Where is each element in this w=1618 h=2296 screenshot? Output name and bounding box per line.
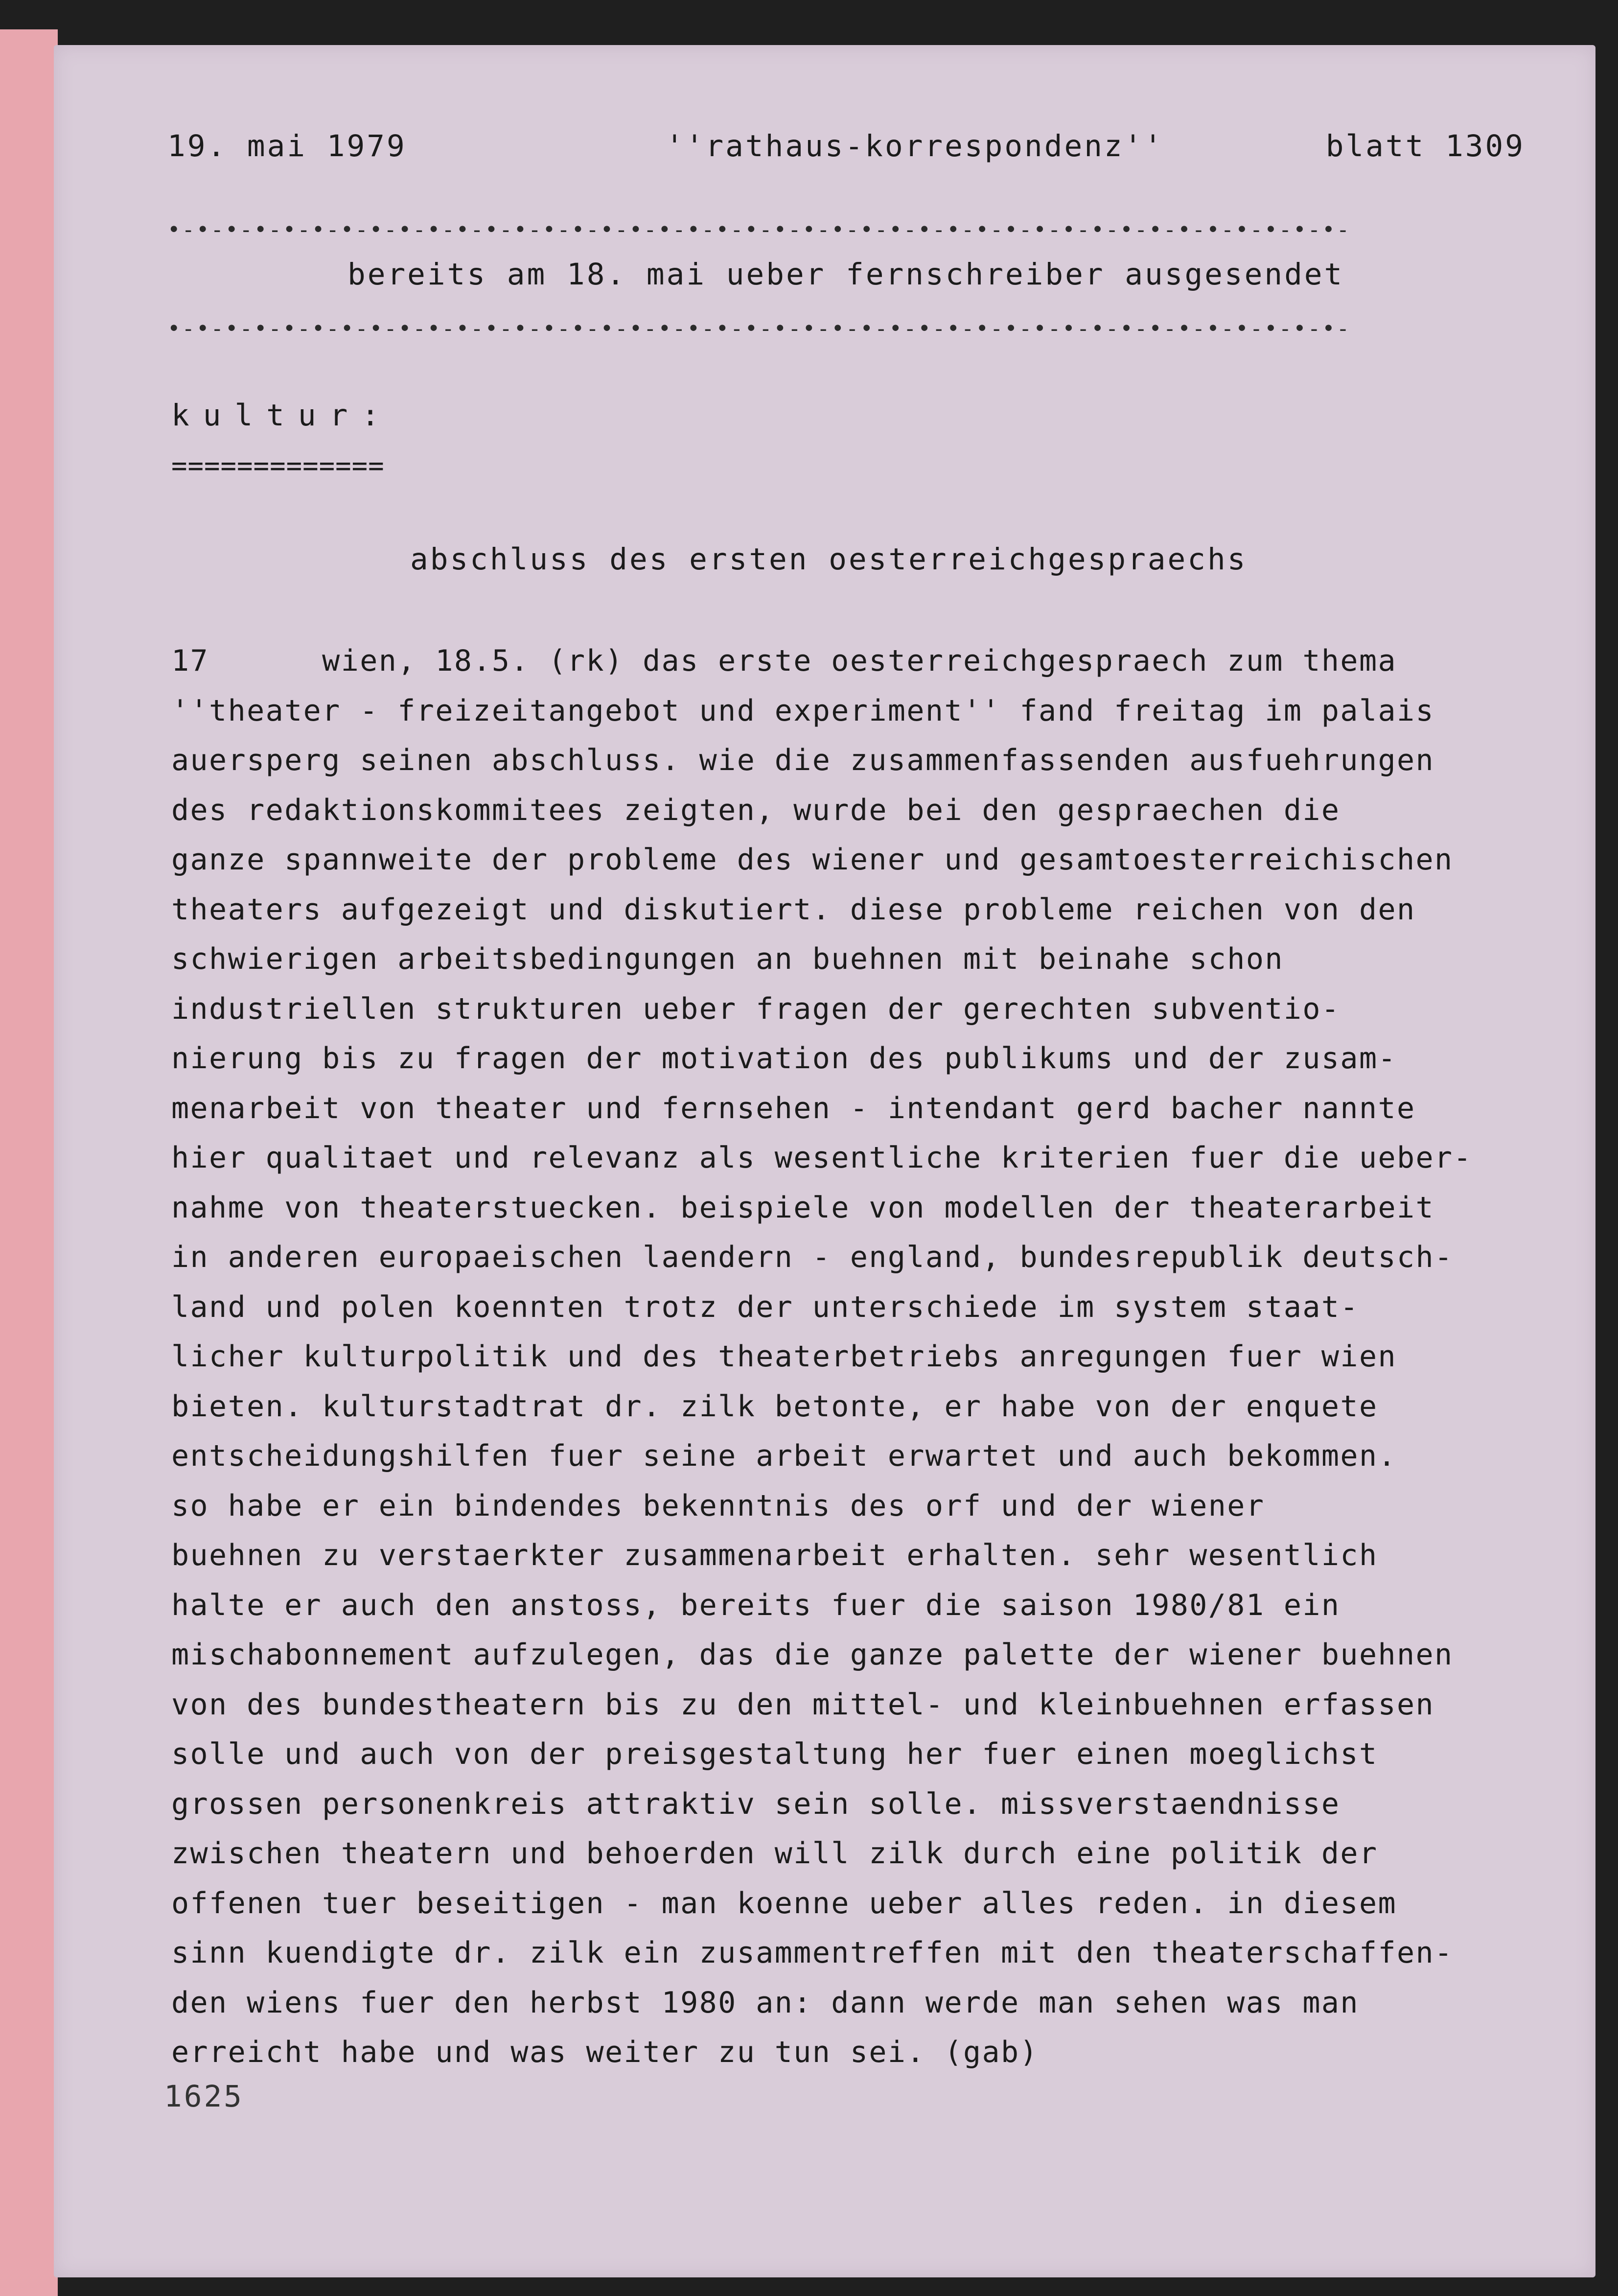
transmission-notice: bereits am 18. mai ueber fernschreiber ausgesendet xyxy=(347,257,1344,292)
body-line: auersperg seinen abschluss. wie die zusammenfassenden ausfuehrungen xyxy=(171,743,1435,777)
body-line: nierung bis zu fragen der motivation des publikums und der zusam- xyxy=(171,1041,1397,1076)
body-line: schwierigen arbeitsbedingungen an buehnen mit beinahe schon xyxy=(171,942,1284,976)
body-line: buehnen zu verstaerkter zusammenarbeit erhalten. sehr wesentlich xyxy=(171,1538,1378,1572)
body-line: des redaktionskommitees zeigten, wurde bei den gespraechen die xyxy=(171,793,1341,827)
section-underline: ============= xyxy=(171,450,385,481)
body-line: halte er auch den anstoss, bereits fuer die saison 1980/81 ein xyxy=(171,1588,1341,1622)
body-line: ganze spannweite der probleme des wiener und gesamtoesterreichischen xyxy=(171,843,1454,877)
body-line: industriellen strukturen ueber fragen der gerechten subventio- xyxy=(171,991,1341,1026)
adjacent-page-edge xyxy=(0,29,58,2296)
body-line: hier qualitaet und relevanz als wesentliche kriterien fuer die ueber- xyxy=(171,1141,1473,1175)
body-line: mischabonnement aufzulegen, das die ganze palette der wiener buehnen xyxy=(171,1638,1454,1672)
body-line: so habe er ein bindendes bekenntnis des orf und der wiener xyxy=(171,1488,1265,1523)
body-line: menarbeit von theater und fernsehen - intendant gerd bacher nannte xyxy=(171,1091,1416,1125)
body-line: bieten. kulturstadtrat dr. zilk betonte, er habe von der enquete xyxy=(171,1389,1378,1424)
article-headline: abschluss des ersten oesterreichgespraechs xyxy=(410,542,1248,577)
body-line: zwischen theatern und behoerden will zilk durch eine politik der xyxy=(171,1836,1378,1871)
header-date: 19. mai 1979 xyxy=(167,129,407,164)
footer-number: 1625 xyxy=(164,2079,244,2114)
body-line: 17 wien, 18.5. (rk) das erste oesterreichgespraech zum thema xyxy=(171,644,1397,678)
divider-bottom: •-•-•-•-•-•-•-•-•-•-•-•-•-•-•-•-•-•-•-•-•-•-•-•-•-•-•-•-•-•-•-•-•-•-•-•-•-•-•-•-•- xyxy=(167,316,1351,341)
body-line: den wiens fuer den herbst 1980 an: dann werde man sehen was man xyxy=(171,1985,1359,2020)
header-source: ''rathaus-korrespondenz'' xyxy=(666,129,1164,164)
body-line: sinn kuendigte dr. zilk ein zusammentreffen mit den theaterschaffen- xyxy=(171,1936,1454,1970)
body-line: offenen tuer beseitigen - man koenne ueber alles reden. in diesem xyxy=(171,1886,1397,1921)
body-line: theaters aufgezeigt und diskutiert. diese probleme reichen von den xyxy=(171,892,1416,927)
article-body xyxy=(171,646,1571,2087)
body-line: von des bundestheatern bis zu den mittel- und kleinbuehnen erfassen xyxy=(171,1687,1435,1722)
body-line: licher kulturpolitik und des theaterbetriebs anregungen fuer wien xyxy=(171,1339,1397,1374)
body-line: land und polen koennten trotz der unterschiede im system staat- xyxy=(171,1289,1359,1324)
header-sheet-number: blatt 1309 xyxy=(1325,129,1525,164)
divider-top: •-•-•-•-•-•-•-•-•-•-•-•-•-•-•-•-•-•-•-•-•-•-•-•-•-•-•-•-•-•-•-•-•-•-•-•-•-•-•-•-•- xyxy=(167,217,1351,242)
body-line: solle und auch von der preisgestaltung her fuer einen moeglichst xyxy=(171,1737,1378,1771)
body-line: erreicht habe und was weiter zu tun sei. (gab) xyxy=(171,2035,1039,2069)
body-line: entscheidungshilfen fuer seine arbeit erwartet und auch bekommen. xyxy=(171,1439,1397,1473)
body-line: in anderen europaeischen laendern - england, bundesrepublik deutsch- xyxy=(171,1240,1454,1274)
body-line: grossen personenkreis attraktiv sein solle. missverstaendnisse xyxy=(171,1786,1341,1821)
section-title: kultur: xyxy=(171,398,393,433)
body-line: nahme von theaterstuecken. beispiele von modellen der theaterarbeit xyxy=(171,1190,1435,1225)
body-line: ''theater - freizeitangebot und experiment'' fand freitag im palais xyxy=(171,693,1435,728)
